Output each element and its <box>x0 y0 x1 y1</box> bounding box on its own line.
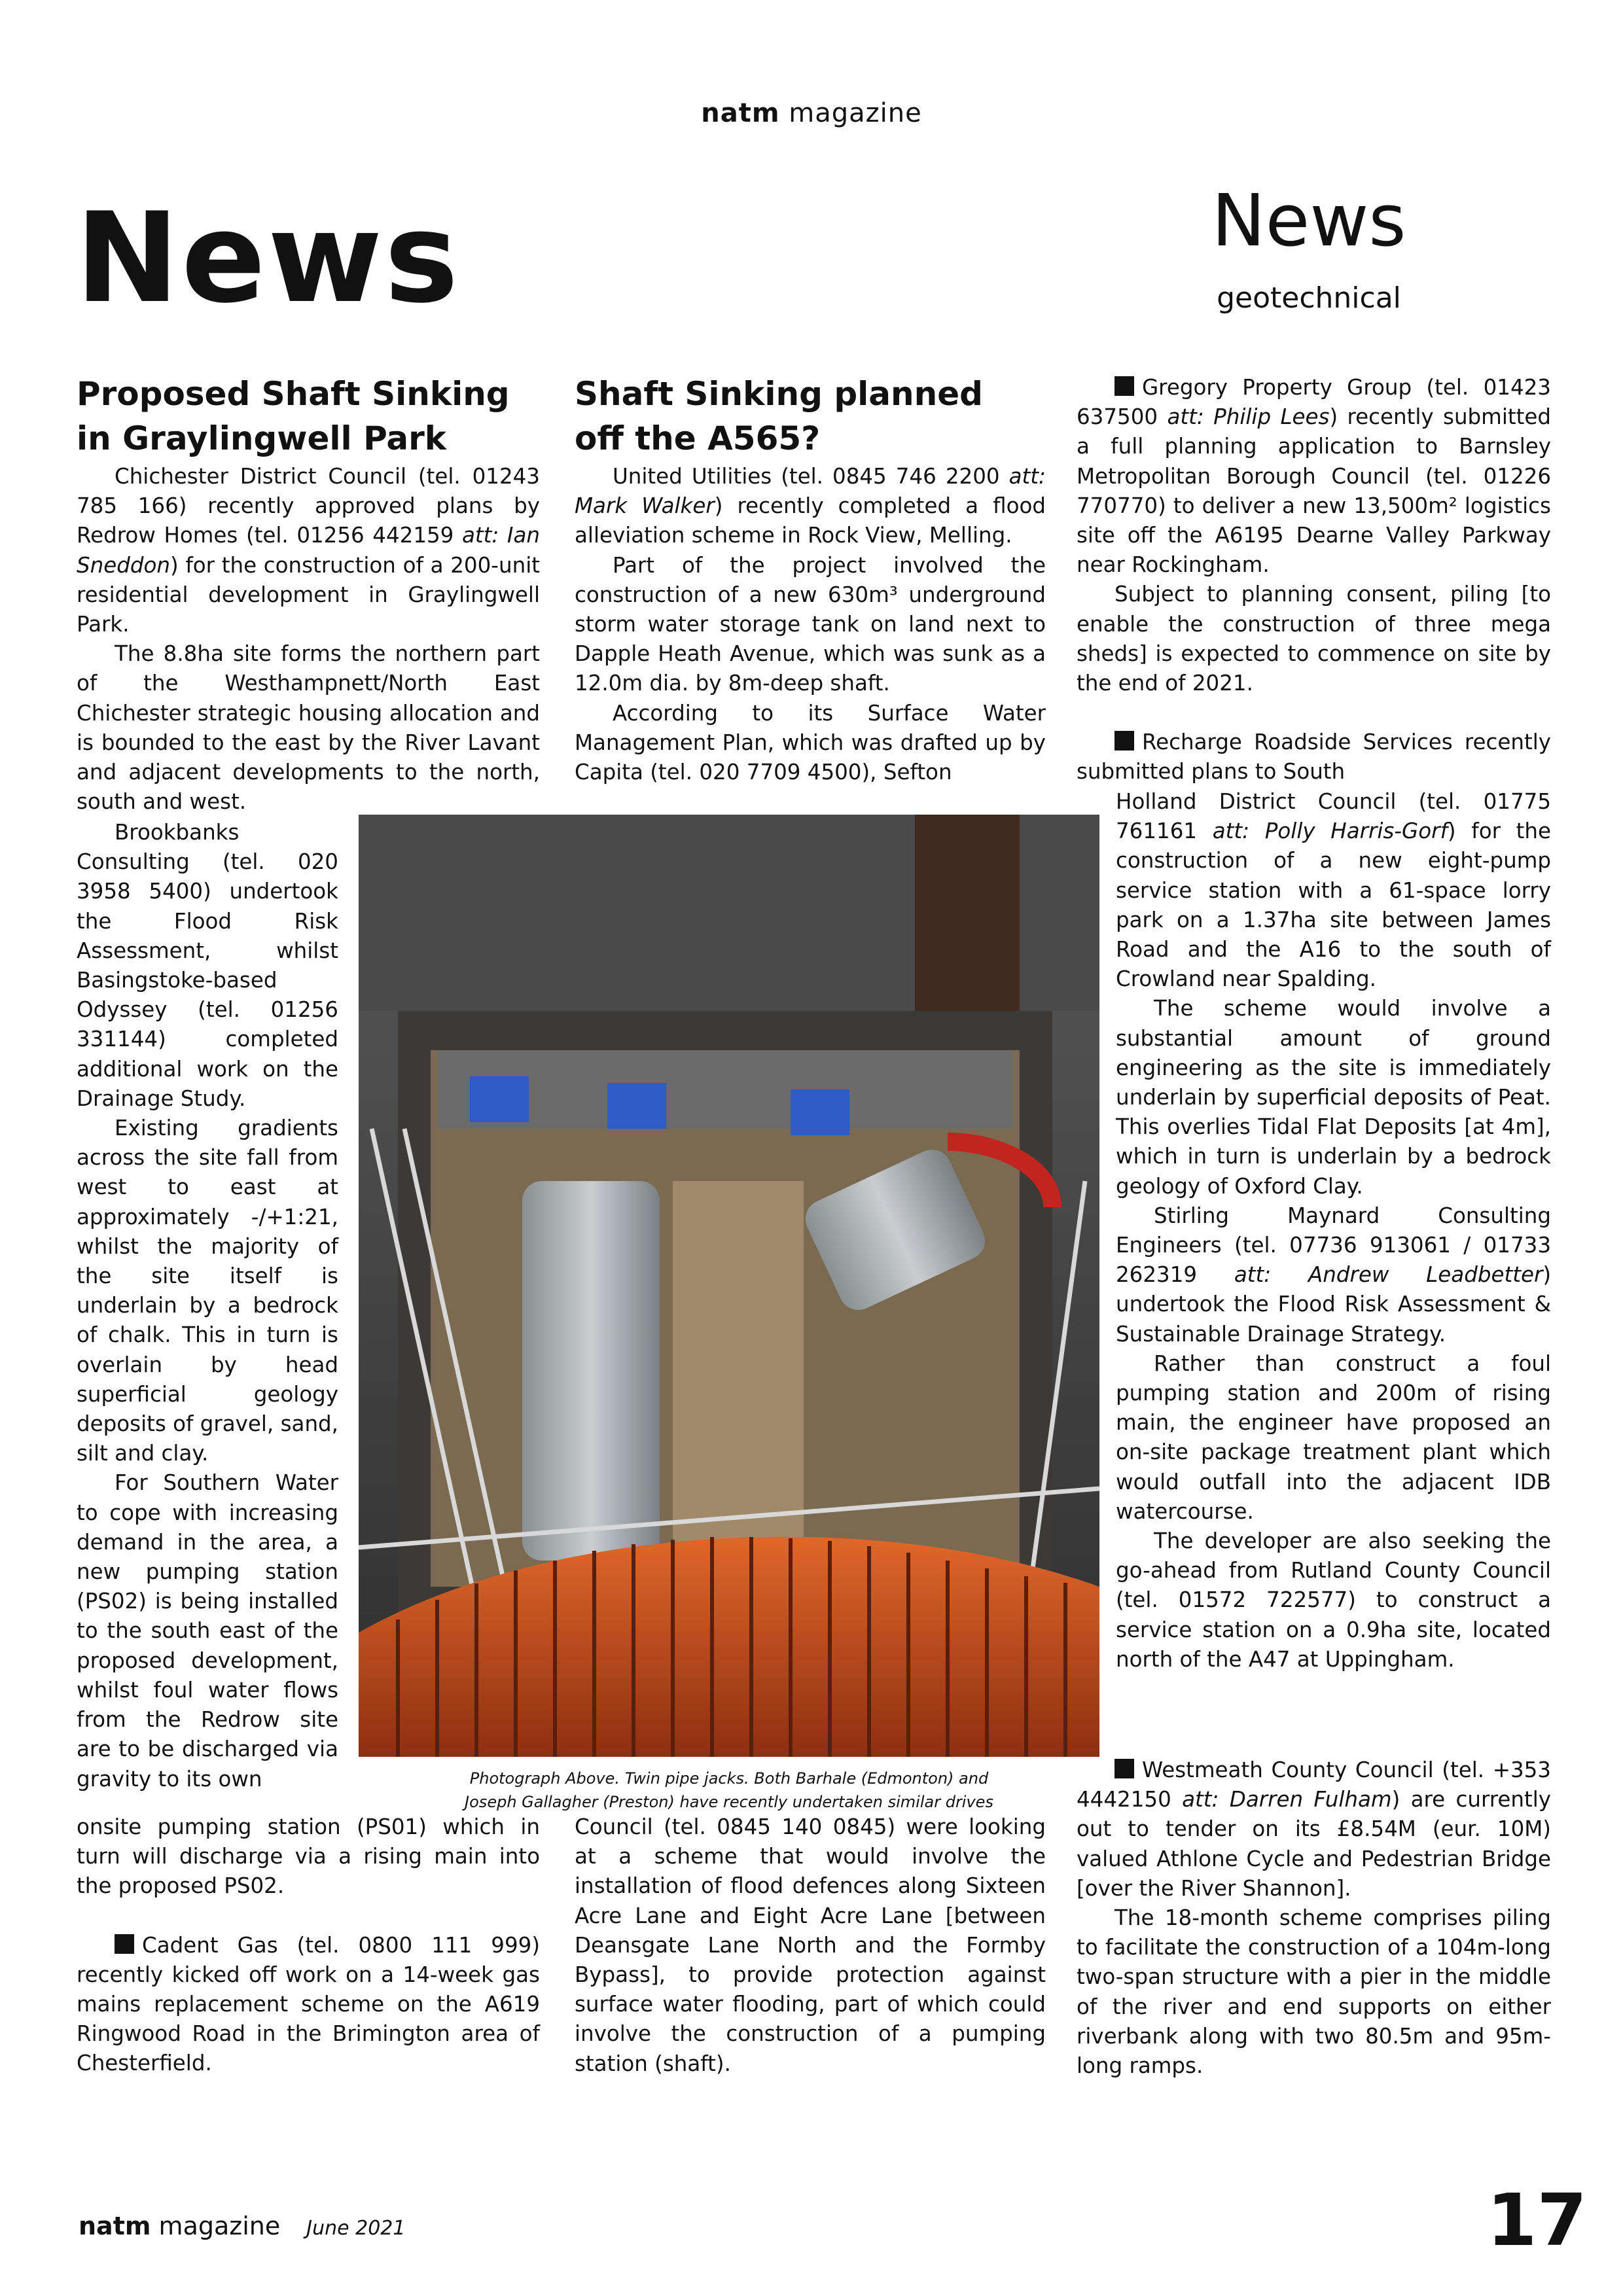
paragraph: Council (tel. 0845 140 0845) were looking at a scheme that would involve the installation of flood defences along Sixteen Acre Lane and Eight Acre Lane [between Deansgate Lane North and the Formby Bypass], to provide protection against surface water flooding, part of which could involve the construction of a pumping station (shaft). <box>575 1814 1046 2076</box>
headline-line: Shaft Sinking planned <box>575 375 983 413</box>
news-item-westmeath: Westmeath County Council (tel. +353 4442150 att: Darren Fulham) are currently out to tender on its £8.54M (eur. 10M) valued Athlone Cycle and Pedestrian Bridge [over the River Shannon]. <box>1077 1757 1552 1901</box>
footer-brand-bold: natm <box>79 2212 151 2240</box>
footer-brand-rest: magazine <box>151 2212 281 2240</box>
bullet-square-icon <box>115 1934 134 1954</box>
bullet-square-icon <box>1115 731 1134 751</box>
masthead-brand-bold: natm <box>701 98 780 128</box>
column-2-lower <box>575 1812 1046 2079</box>
article-headline <box>575 372 1046 461</box>
column-3-narrow <box>1116 787 1551 1674</box>
article-headline <box>77 372 540 461</box>
caption-line: Photograph Above. Twin pipe jacks. Both Barhale (Edmonton) and <box>469 1769 989 1788</box>
paragraph: Part of the project involved the construction of a new 630m³ underground storm water storage tank on land next to Dapple Heath Avenue, which was sunk as a 12.0m dia. by 8m-deep shaft. <box>575 552 1046 696</box>
paragraph: The developer are also seeking the go-ahead from Rutland County Council (tel. 01572 722577) to construct a service station on a 0.9ha site, located north of the A47 at Uppingham. <box>1116 1528 1551 1672</box>
attention-contact: att: Andrew Leadbetter <box>1234 1262 1543 1288</box>
attention-contact: att: Polly Harris-Gorf <box>1212 819 1448 844</box>
photo-illustration <box>359 815 1099 1757</box>
paragraph: Chichester District Council (tel. 01243 785 166) recently approved plans by Redrow Homes (tel. 01256 442159 att: Ian Sneddon) for the construction of a 200-unit residential development in Graylingwell Park. <box>77 464 541 637</box>
paragraph: Holland District Council (tel. 01775 761161 att: Polly Harris-Gorf) for the construction of a new eight-pump service station with a 61-space lorry park on a 1.37ha site between James Road and the A16 to the south of Crowland near Spalding. <box>1116 789 1551 992</box>
masthead <box>0 98 1623 128</box>
paragraph: For Southern Water to cope with increasing demand in the area, a new pumping station (PS02) is being installed to the south east of the proposed development, whilst foul water flows from the Redrow site are to be discharged via gravity to its own <box>77 1470 338 1792</box>
column-1-lower <box>77 1812 540 2079</box>
paragraph: United Utilities (tel. 0845 746 2200 att: Mark Walker) recently completed a flood alleviation scheme in Rock View, Melling. <box>575 464 1046 548</box>
paragraph: Rather than construct a foul pumping station and 200m of rising main, the engineer have proposed an on-site package treatment plant which would outfall into the adjacent IDB watercourse. <box>1116 1351 1551 1524</box>
column-1-narrow <box>77 818 338 1794</box>
paragraph: The 8.8ha site forms the northern part of the Westhampnett/North East Chichester strategic housing allocation and is bounded to the east by the River Lavant and adjacent developments to the north, south and west. <box>77 641 540 815</box>
paragraph: Existing gradients across the site fall from west to east at approximately -/+1:21, whilst the majority of the site itself is underlain by a bedrock of chalk. This in turn is overlain by head superficial geology deposits of gravel, sand, silt and clay. <box>77 1116 338 1466</box>
page-number: 17 <box>1486 2178 1587 2262</box>
paragraph: The 18-month scheme comprises piling to facilitate the construction of a 104m-long two-span structure with a pier in the middle of the river and end supports on either riverbank along with two 80.5m and 95m-long ramps. <box>1077 1905 1551 2079</box>
caption-line: Joseph Gallagher (Preston) have recently undertaken similar drives <box>465 1793 993 1811</box>
column-3 <box>1077 373 1551 787</box>
issue-date: June 2021 <box>306 2217 406 2240</box>
section-title: News <box>1211 179 1406 262</box>
column-1 <box>77 372 540 817</box>
attention-contact: att: Darren Fulham <box>1182 1787 1392 1812</box>
column-3-lower <box>1077 1756 1551 2081</box>
attention-contact: att: Mark Walker <box>575 464 1046 519</box>
paragraph: Subject to planning consent, piling [to enable the construction of three mega sheds] is expected to commence on site by the end of 2021. <box>1077 582 1551 696</box>
attention-contact: att: Ian Sneddon <box>77 523 541 578</box>
news-item-recharge: Recharge Roadside Services recently submitted plans to South <box>1077 730 1551 785</box>
page-title: News <box>75 186 461 330</box>
section-subtitle: geotechnical <box>1217 281 1401 315</box>
paragraph: Stirling Maynard Consulting Engineers (tel. 07736 913061 / 01733 262319 att: Andrew Leadbetter) undertook the Flood Risk Assessment & Sustainable Drainage Strategy. <box>1116 1203 1551 1347</box>
photo-caption <box>359 1767 1099 1814</box>
paragraph: The scheme would involve a substantial amount of ground engineering as the site is immediately underlain by superficial deposits of Peat. This overlies Tidal Flat Deposits [at 4m], which in turn is underlain by a bedrock geology of Oxford Clay. <box>1116 996 1551 1199</box>
tunnel-shaft-photo <box>359 815 1099 1757</box>
bullet-square-icon <box>1115 1759 1134 1778</box>
headline-line: Proposed Shaft Sinking <box>77 375 510 413</box>
attention-contact: att: Philip Lees <box>1167 404 1330 430</box>
headline-line: off the A565? <box>575 419 821 457</box>
footer <box>79 2212 405 2240</box>
column-2 <box>575 372 1046 787</box>
paragraph: Brookbanks Consulting (tel. 020 3958 5400) undertook the Flood Risk Assessment, whilst Basingstoke-based Odyssey (tel. 01256 331144) completed additional work on the Drainage Study. <box>77 820 338 1111</box>
news-item-cadent: Cadent Gas (tel. 0800 111 999) recently kicked off work on a 14-week gas mains replacement scheme on the A619 Ringwood Road in the Brimington area of Chesterfield. <box>77 1932 540 2076</box>
paragraph: onsite pumping station (PS01) which in turn will discharge via a rising main into the proposed PS02. <box>77 1814 540 1899</box>
bullet-square-icon <box>1115 376 1134 396</box>
news-item-gregory: Gregory Property Group (tel. 01423 637500 att: Philip Lees) recently submitted a full planning application to Barnsley Metropolitan Borough Council (tel. 01226 770770) to deliver a new 13,500m² logistics site off the A6195 Dearne Valley Parkway near Rockingham. <box>1077 375 1551 578</box>
headline-line: in Graylingwell Park <box>77 419 447 457</box>
masthead-brand-rest: magazine <box>779 98 922 128</box>
paragraph: According to its Surface Water Management Plan, which was drafted up by Capita (tel. 020 7709 4500), Sefton <box>575 700 1046 785</box>
